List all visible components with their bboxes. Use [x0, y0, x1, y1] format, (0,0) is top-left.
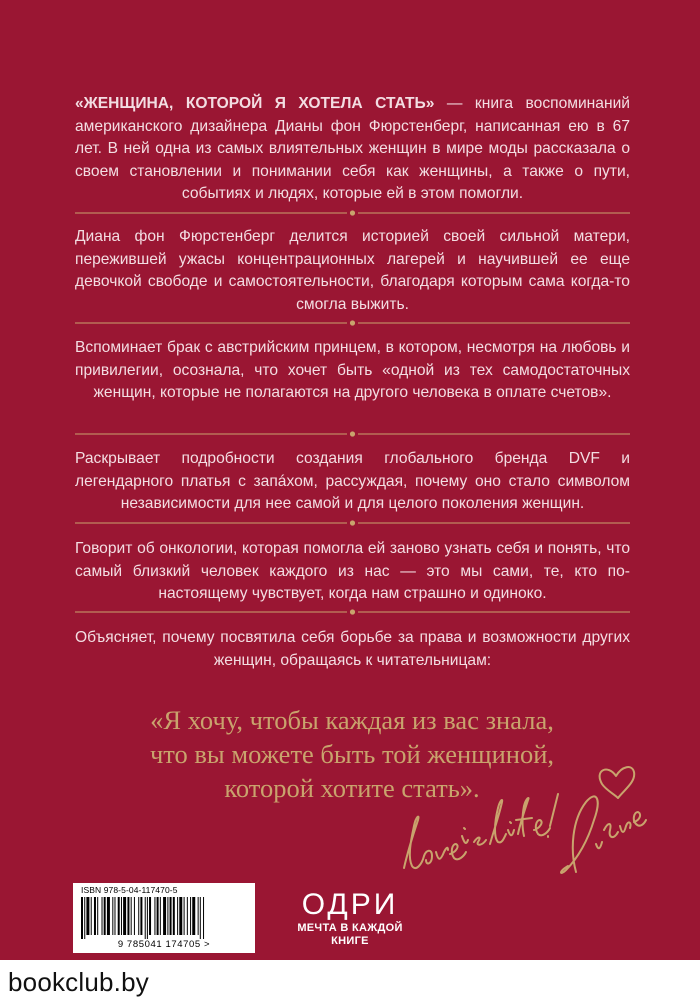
isbn-number: ISBN 978-5-04-117470-5 [81, 885, 178, 895]
paragraph-intro-text: — книга воспоминаний американского дизайнера Дианы фон Фюрстенберг, написанная ею в 67 лет. В ней одна из самых влиятельных женщин в мире моды рассказала о своем становлении и понимании себя как женщины, а также о пути, событиях и людях, которые ей в этом помогли. [75, 95, 630, 202]
quote-line-1: «Я хочу, чтобы каждая из вас знала, [150, 705, 554, 735]
paragraph-mother-text: Диана фон Фюрстенберг делится историей своей сильной матери, пережившей ужасы концентрационных лагерей и научившей ее еще девочкой свободе и самостоятельности, благодаря которым сама когда-то смогла выжить. [75, 228, 630, 313]
paragraph-mother [75, 226, 630, 316]
paragraph-oncology [75, 538, 630, 606]
paragraph-oncology-text: Говорит об онкологии, которая помогла ей заново узнать себя и понять, что самый близкий человек каждого из нас — это мы сами, те, кто по-настоящему чувствует, когда нам страшно и одиноко. [75, 540, 630, 602]
divider-2 [75, 318, 630, 328]
paragraph-brand [75, 448, 630, 516]
paragraph-marriage-text: Вспоминает брак с австрийским принцем, в котором, несмотря на любовь и привилегии, осознала, что хочет быть «одной из тех самодостаточных женщин, которые не полагаются на другого человека в оплате счетов». [75, 339, 630, 401]
paragraph-marriage [75, 337, 630, 405]
paragraph-women [75, 627, 630, 672]
quote-line-3: которой хотите стать». [224, 773, 480, 803]
paragraph-brand-text: Раскрывает подробности создания глобального бренда DVF и легендарного платья с запáхом, рассуждая, почему оно стало символом независимости для нее самой и для целого поколения женщин. [75, 450, 630, 512]
divider-5 [75, 607, 630, 617]
barcode-digits: 9 785041 174705 > [117, 939, 211, 950]
publisher-logo [265, 888, 435, 948]
book-title-lead: «ЖЕНЩИНА, КОТОРОЙ Я ХОТЕЛА СТАТЬ» [75, 95, 435, 112]
isbn-barcode [73, 883, 255, 953]
paragraph-women-text: Объясняет, почему посвятила себя борьбе за права и возможности других женщин, обращаясь к читательницам: [75, 629, 630, 669]
quote-line-2: что вы можете быть той женщиной, [149, 739, 555, 769]
publisher-slogan-line-2: КНИГЕ [331, 935, 369, 947]
site-watermark[interactable]: bookclub.by [8, 967, 149, 997]
divider-1 [75, 208, 630, 218]
publisher-slogan-line-1: МЕЧТА В КАЖДОЙ [297, 922, 403, 934]
barcode-bars-icon [81, 897, 247, 939]
handwritten-signature [390, 750, 650, 900]
divider-4 [75, 518, 630, 528]
paragraph-intro [75, 93, 630, 206]
footer-bar [0, 960, 700, 1007]
divider-3 [75, 429, 630, 439]
publisher-name: ОДРИ [301, 888, 399, 921]
